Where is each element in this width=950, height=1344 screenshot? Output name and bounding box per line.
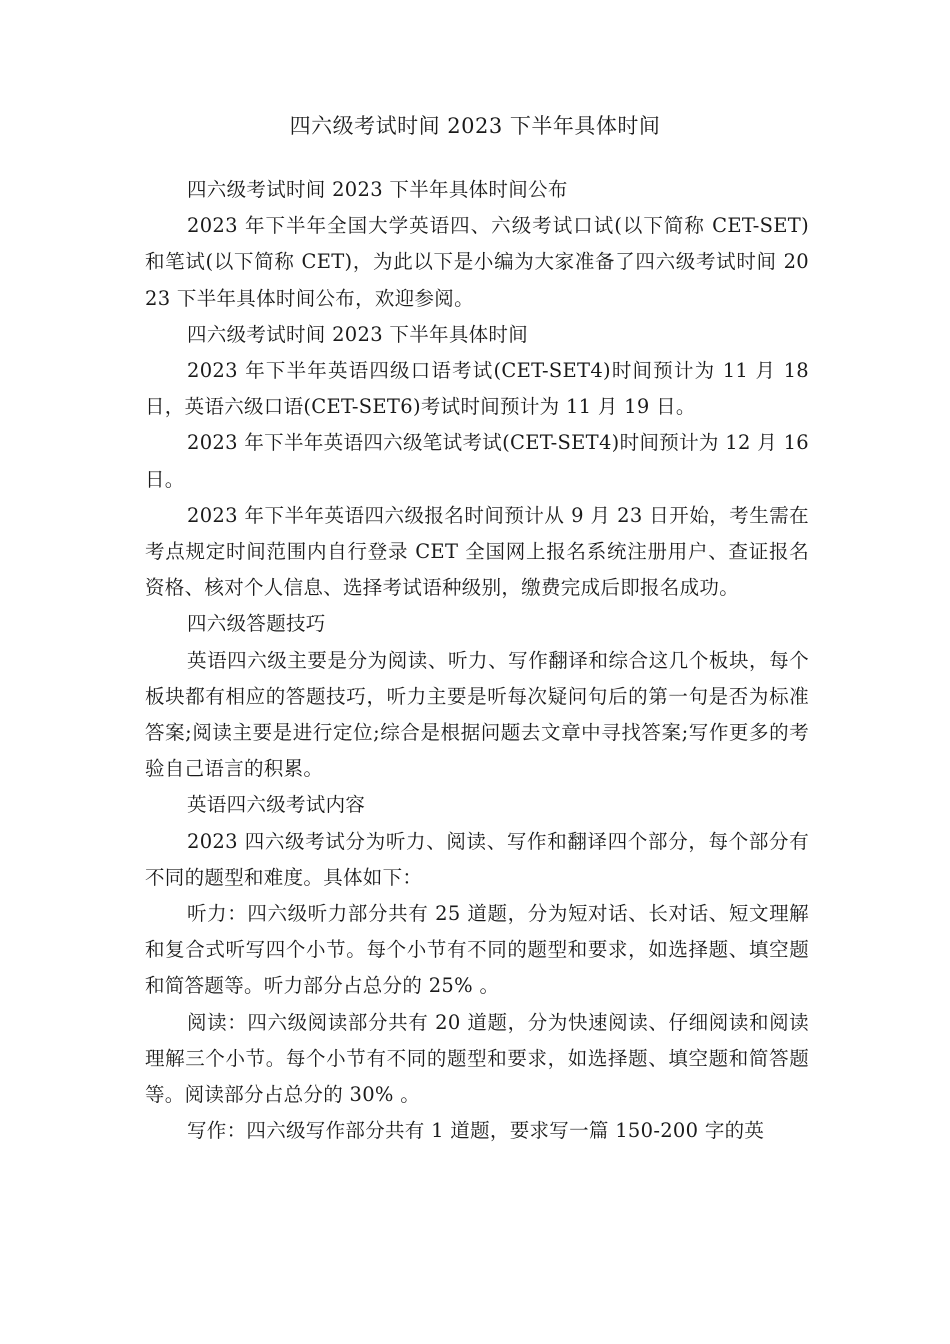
paragraph-exam-parts: 2023 四六级考试分为听力、阅读、写作和翻译四个部分，每个部分有不同的题型和难度。具体如下： [145,829,809,889]
document-body [145,172,809,1149]
document-title: 四六级考试时间 2023 下半年具体时间 [289,114,661,138]
paragraph-intro: 2023 年下半年全国大学英语四、六级考试口试(以下简称 CET-SET)和笔试(以下简称 CET)，为此以下是小编为大家准备了四六级考试时间 2023 下半年具体时间公布，欢迎参阅。 [145,214,809,310]
paragraph-oral-exam-date: 2023 年下半年英语四级口语考试(CET-SET4)时间预计为 11 月 18 日，英语六级口语(CET-SET6)考试时间预计为 11 月 19 日。 [145,359,809,419]
subheading-exam-content: 英语四六级考试内容 [187,793,366,817]
paragraph-answer-tips: 英语四六级主要是分为阅读、听力、写作翻译和综合这几个板块，每个板块都有相应的答题技巧，听力主要是听每次疑问句后的第一句是否为标准答案;阅读主要是进行定位;综合是根据问题去文章中寻找答案;写作更多的考验自己语言的积累。 [145,648,809,781]
paragraph-listening: 听力：四六级听力部分共有 25 道题，分为短对话、长对话、短文理解和复合式听写四个小节。每个小节有不同的题型和要求，如选择题、填空题和简答题等。听力部分占总分的 25% 。 [145,902,809,998]
subheading-announcement: 四六级考试时间 2023 下半年具体时间公布 [187,178,568,201]
paragraph-reading: 阅读：四六级阅读部分共有 20 道题，分为快速阅读、仔细阅读和阅读理解三个小节。每个小节有不同的题型和要求，如选择题、填空题和简答题等。阅读部分占总分的 30% 。 [145,1010,809,1107]
paragraph-written-exam-date: 2023 年下半年英语四六级笔试考试(CET-SET4)时间预计为 12 月 16 日。 [145,431,809,491]
subheading-exam-time: 四六级考试时间 2023 下半年具体时间 [187,322,529,346]
paragraph-registration: 2023 年下半年英语四六级报名时间预计从 9 月 23 日开始，考生需在考点规定时间范围内自行登录 CET 全国网上报名系统注册用户、查证报名资格、核对个人信息、选择考试语种级别，缴费完成后即报名成功。 [145,503,809,600]
paragraph-writing: 写作：四六级写作部分共有 1 道题，要求写一篇 150-200 字的英 [187,1119,765,1143]
subheading-answer-tips: 四六级答题技巧 [187,612,326,636]
